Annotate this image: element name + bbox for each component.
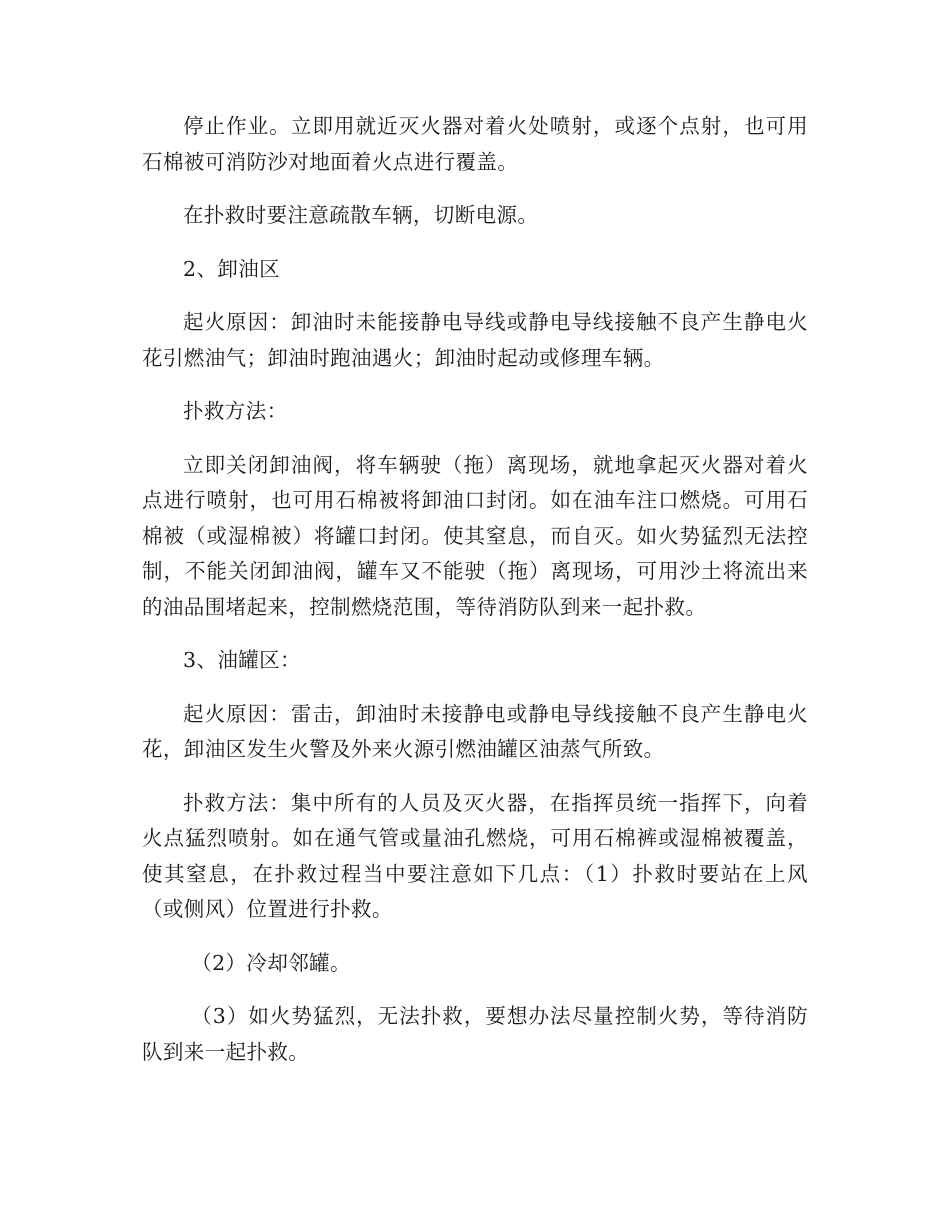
section-heading-unloading-area: 2、卸油区	[183, 256, 281, 281]
paragraph-evacuate-note: 在扑救时要注意疏散车辆，切断电源。	[183, 203, 539, 227]
paragraph-point-3: （3）如火势猛烈，无法扑救，要想办法尽量控制火势，等待消防队到来一起扑救。	[142, 1004, 808, 1064]
paragraph-rescue-method-tank: 扑救方法：集中所有的人员及灭火器，在指挥员统一指挥下，向着火点猛烈喷射。如在通气管或量油孔燃烧，可用石棉裤或湿棉被覆盖，使其窒息，在扑救过程当中要注意如下几点：（1）扑救时要站在上风（或侧风）位置进行扑救。	[142, 790, 808, 921]
paragraph-rescue-method-unloading: 立即关闭卸油阀，将车辆驶（拖）离现场，就地拿起灭火器对着火点进行喷射，也可用石棉被将卸油口封闭。如在油车注口燃烧。可用石棉被（或湿棉被）将罐口封闭。使其窒息，而自灭。如火势猛烈无法控制，不能关闭卸油阀，罐车又不能驶（拖）离现场，可用沙土将流出来的油品围堵起来，控制燃烧范围，等待消防队到来一起扑救。	[142, 452, 808, 619]
paragraph-continuation: 停止作业。立即用就近灭火器对着火处喷射，或逐个点射，也可用石棉被可消防沙对地面着火点进行覆盖。	[142, 114, 808, 174]
paragraph-rescue-method-label: 扑救方法：	[183, 399, 288, 423]
document-body	[142, 109, 808, 1088]
paragraph-fire-cause-tank: 起火原因：雷击，卸油时未接静电或静电导线接触不良产生静电火花，卸油区发生火警及外来火源引燃油罐区油蒸气所致。	[142, 701, 808, 761]
paragraph-point-2: （2）冷却邻罐。	[191, 950, 351, 975]
paragraph-fire-cause-unloading: 起火原因：卸油时未能接静电导线或静电导线接触不良产生静电火花引燃油气；卸油时跑油遇火；卸油时起动或修理车辆。	[142, 310, 808, 370]
section-heading-tank-area: 3、油罐区：	[183, 648, 301, 672]
